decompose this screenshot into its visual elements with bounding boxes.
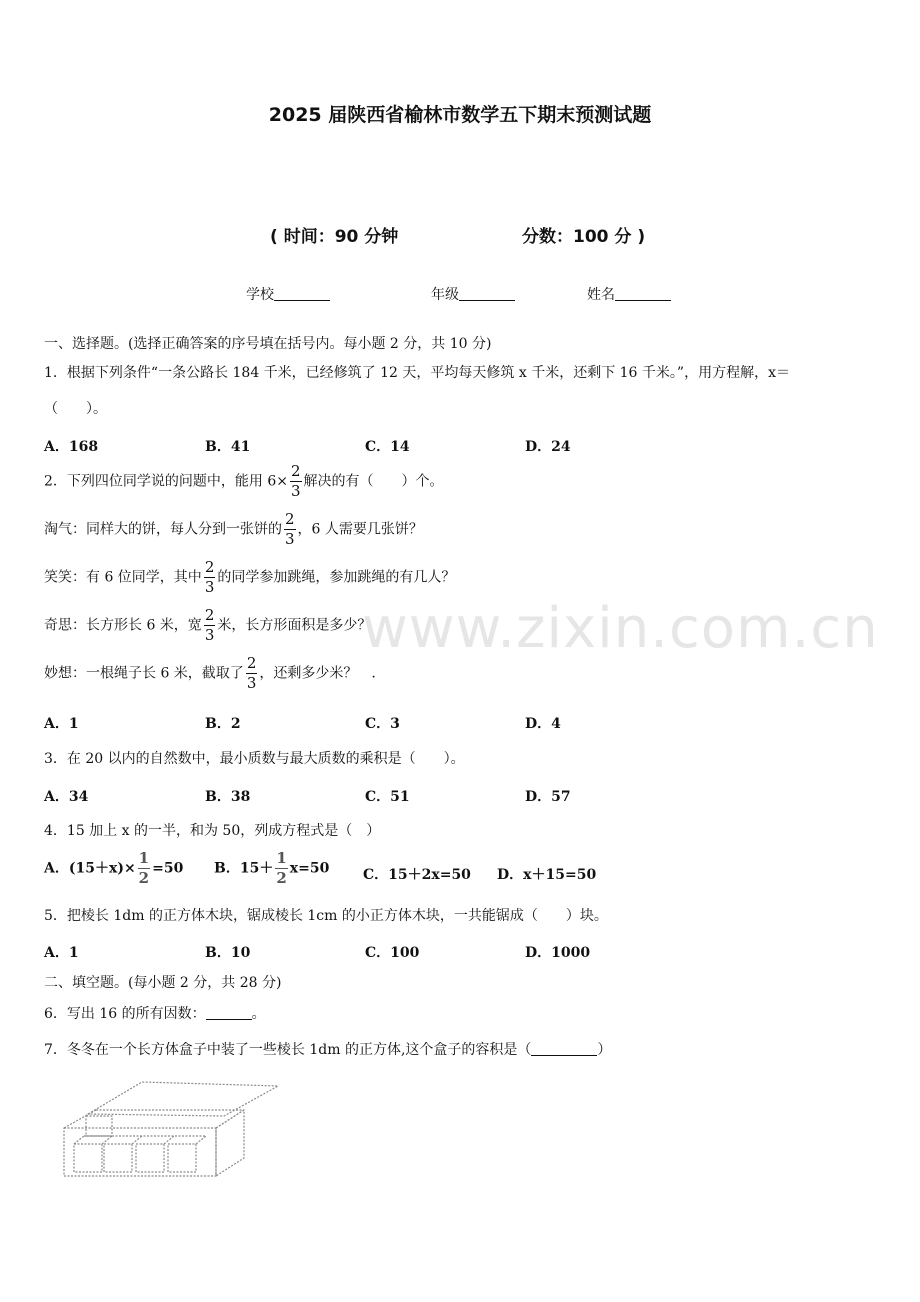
q2-miaoxiang-post: ，还剩多少米？ . bbox=[259, 665, 376, 682]
q4-option-b-pre: B．15＋ bbox=[214, 860, 274, 877]
watermark: www.zixin.com.cn bbox=[362, 596, 879, 661]
q2-taoqi-post: ，6 人需要几张饼？ bbox=[297, 521, 423, 538]
q6-answer-blank bbox=[206, 1005, 252, 1020]
q6-text-post: 。 bbox=[251, 1006, 266, 1022]
fraction-two-thirds bbox=[246, 656, 258, 691]
fraction-denominator: 3 bbox=[285, 530, 295, 548]
q3-option-b: B．38 bbox=[205, 789, 251, 805]
q2-xiaoxiao bbox=[44, 560, 455, 595]
exam-score: 分数：100 分 ) bbox=[522, 227, 646, 247]
q4-option-a-post: =50 bbox=[152, 860, 184, 877]
exam-time: ( 时间：90 分钟 bbox=[270, 227, 399, 247]
fraction-two-thirds bbox=[290, 464, 302, 499]
q4-option-d: D．x＋15=50 bbox=[497, 867, 597, 883]
q1-option-a: A．168 bbox=[44, 439, 99, 455]
fraction-numerator: 2 bbox=[246, 654, 257, 672]
q6-text bbox=[44, 1003, 266, 1023]
q2-option-b: B．2 bbox=[205, 716, 241, 732]
exam-title: 2025 届陕西省榆林市数学五下期末预测试题 bbox=[268, 104, 652, 126]
fraction-denominator: 3 bbox=[204, 626, 215, 644]
q3-option-d: D．57 bbox=[525, 789, 571, 805]
q2-option-d: D．4 bbox=[525, 716, 561, 732]
fraction-numerator: 2 bbox=[204, 606, 215, 624]
q5-option-d: D．1000 bbox=[525, 945, 591, 961]
q4-option-b bbox=[214, 851, 329, 886]
q2-xiaoxiao-post: 的同学参加跳绳，参加跳绳的有几人？ bbox=[217, 569, 456, 586]
q2-text-pre: 2．下列四位同学说的问题中，能用 6× bbox=[44, 473, 288, 490]
q2-text-post: 解决的有（ ）个。 bbox=[303, 473, 444, 490]
q2-text bbox=[44, 464, 444, 499]
fraction-two-thirds bbox=[284, 512, 296, 547]
q1-option-d: D．24 bbox=[525, 439, 571, 455]
fraction-numerator: 2 bbox=[204, 558, 215, 576]
q1-text: 1．根据下列条件“一条公路长 184 千米，已经修筑了 12 天，平均每天修筑 x 千米，还剩下 16 千米。”，用方程解，x＝ bbox=[44, 365, 790, 381]
section2-heading: 二、填空题。(每小题 2 分，共 28 分) bbox=[44, 975, 282, 991]
q2-qisi bbox=[44, 608, 371, 643]
box-with-cubes-figure bbox=[56, 1072, 286, 1186]
q1-option-b: B．41 bbox=[205, 439, 251, 455]
q2-taoqi-pre: 淘气：同样大的饼，每人分到一张饼的 bbox=[44, 521, 282, 538]
fraction-denominator: 3 bbox=[204, 578, 215, 596]
grade-field bbox=[431, 284, 515, 304]
fraction-numerator: 1 bbox=[138, 849, 150, 867]
school-field bbox=[246, 284, 330, 304]
q7-answer-blank bbox=[531, 1041, 597, 1056]
q5-option-a: A．1 bbox=[44, 945, 79, 961]
q2-miaoxiang-pre: 妙想：一根绳子长 6 米，截取了 bbox=[44, 665, 244, 682]
name-label: 姓名 bbox=[587, 287, 615, 303]
q2-qisi-pre: 奇思：长方形长 6 米，宽 bbox=[44, 617, 202, 634]
q6-text-pre: 6．写出 16 的所有因数： bbox=[44, 1006, 206, 1022]
q2-xiaoxiao-pre: 笑笑：有 6 位同学，其中 bbox=[44, 569, 202, 586]
name-blank bbox=[615, 286, 671, 301]
q2-taoqi bbox=[44, 512, 423, 547]
q5-option-c: C．100 bbox=[365, 945, 420, 961]
q7-text bbox=[44, 1039, 611, 1059]
fraction-one-half bbox=[275, 851, 287, 886]
q1-option-c: C．14 bbox=[365, 439, 410, 455]
q3-option-c: C．51 bbox=[365, 789, 410, 805]
q7-text-post: ） bbox=[597, 1042, 612, 1058]
q5-text: 5．把棱长 1dm 的正方体木块，锯成棱长 1cm 的小正方体木块，一共能锯成（ ）块。 bbox=[44, 908, 608, 924]
fraction-two-thirds bbox=[204, 608, 216, 643]
school-label: 学校 bbox=[246, 287, 274, 303]
q2-miaoxiang bbox=[44, 656, 376, 691]
q4-text: 4．15 加上 x 的一半，和为 50，列成方程式是（ ） bbox=[44, 823, 381, 839]
fraction-numerator: 1 bbox=[276, 849, 287, 867]
fraction-numerator: 2 bbox=[291, 462, 301, 480]
name-field bbox=[587, 284, 671, 304]
section1-heading: 一、选择题。(选择正确答案的序号填在括号内。每小题 2 分，共 10 分) bbox=[44, 336, 492, 352]
school-blank bbox=[274, 286, 330, 301]
q1-answer-bracket: （ ）。 bbox=[44, 401, 107, 417]
q5-option-b: B．10 bbox=[205, 945, 251, 961]
q4-option-c: C．15＋2x=50 bbox=[363, 867, 471, 883]
q4-option-a bbox=[44, 851, 183, 886]
q7-text-pre: 7．冬冬在一个长方体盒子中装了一些棱长 1dm 的正方体,这个盒子的容积是（ bbox=[44, 1042, 532, 1058]
grade-blank bbox=[459, 286, 515, 301]
fraction-numerator: 2 bbox=[285, 510, 295, 528]
fraction-two-thirds bbox=[204, 560, 216, 595]
fraction-denominator: 2 bbox=[276, 869, 287, 887]
fraction-denominator: 2 bbox=[138, 869, 150, 887]
q3-text: 3．在 20 以内的自然数中，最小质数与最大质数的乘积是（ ）。 bbox=[44, 751, 465, 767]
q4-option-b-post: x=50 bbox=[289, 860, 330, 877]
q2-qisi-post: 米，长方形面积是多少？ bbox=[217, 617, 372, 634]
fraction-denominator: 3 bbox=[246, 674, 257, 692]
q2-option-a: A．1 bbox=[44, 716, 79, 732]
q3-option-a: A．34 bbox=[44, 789, 89, 805]
fraction-denominator: 3 bbox=[291, 482, 301, 500]
q2-option-c: C．3 bbox=[365, 716, 400, 732]
grade-label: 年级 bbox=[431, 287, 459, 303]
q4-option-a-pre: A．(15＋x)× bbox=[44, 860, 136, 877]
fraction-one-half bbox=[138, 851, 150, 886]
